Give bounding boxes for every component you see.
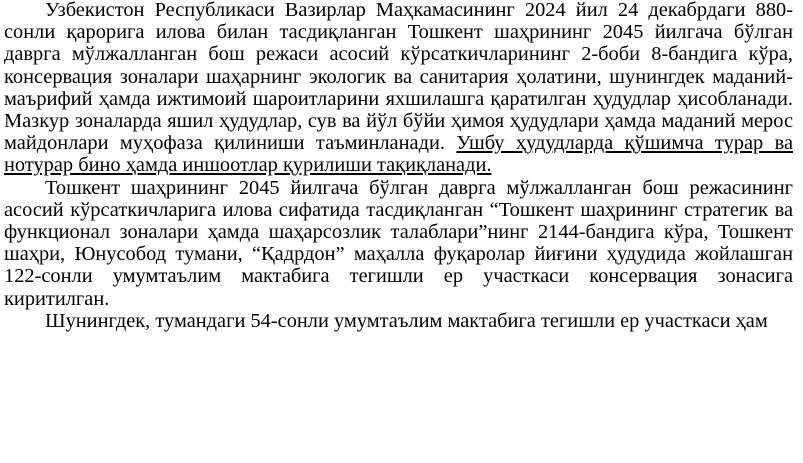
paragraph-3 (4, 310, 793, 332)
paragraph-1-underlined-text: Ушбу ҳудудларда қўшимча турар ва нотурар бино ҳамда иншоотлар қурилиши тақиқланади. (4, 132, 793, 177)
paragraph-2 (4, 177, 793, 310)
document-body (4, 0, 793, 332)
paragraph-3-text: Шунингдек, тумандаги 54-сонли умумтаълим мактабига тегишли ер участкаси ҳам (45, 309, 768, 332)
paragraph-1-text: Узбекистон Республикаси Вазирлар Маҳкамасининг 2024 йил 24 декабрдаги 880-сонли қарорига илова билан тасдиқланган Тошкент шаҳрининг 2045 йилгача бўлган даврга мўлжалланган бош режаси асосий кўрсаткичларининг 2-боби 8-бандига кўра, консервация зоналари шаҳарнинг экологик ва санитария ҳолатини, шунингдек маданий-маърифий ҳамда ижтимоий шароитларини яхшилашга қаратилган ҳудудлар ҳисобланади. Мазкур зоналарда яшил ҳудудлар, сув ва йўл бўйи ҳимоя ҳудудлари ҳамда маданий мерос майдонлари муҳофаза қилиниши таъминланади. (4, 0, 793, 155)
paragraph-2-text: Тошкент шаҳрининг 2045 йилгача бўлган даврга мўлжалланган бош режасининг асосий кўрсаткичларига илова сифатида тасдиқланган “Тошкент шаҳрининг стратегик ва функционал зоналари ҳамда шаҳарсозлик талаблари”нинг 2144-бандига кўра, Тошкент шаҳри, Юнусобод тумани, “Қадрдон” маҳалла фуқаролар йиғини ҳудудида жойлашган 122-сонли умумтаълим мактабига тегишли ер участкаси консервация зонасига киритилган. (4, 176, 793, 310)
paragraph-1 (4, 0, 793, 177)
